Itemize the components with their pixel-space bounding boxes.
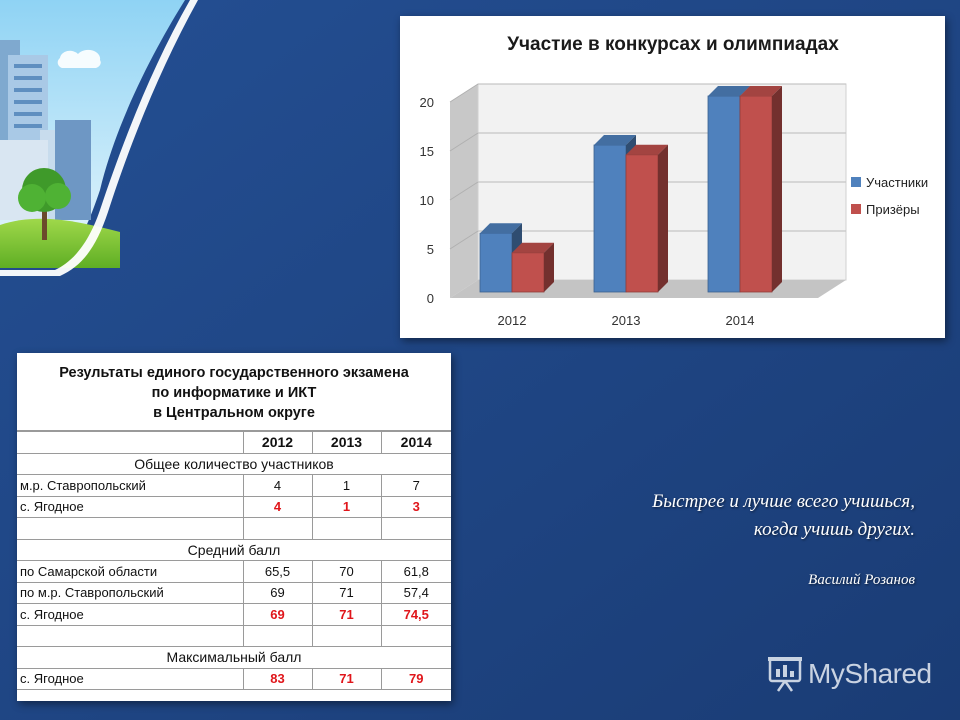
table-cell: 4 [243,475,312,497]
section-heading: Общее количество участников [17,453,451,475]
table-row [17,496,451,518]
chart-legend [851,175,928,217]
table-title-line: по информатике и ИКТ [151,385,317,401]
year-header: 2014 [381,432,451,454]
year-header: 2013 [312,432,381,454]
table-row [17,475,451,497]
empty-cell [243,625,312,647]
quote-line: Быстрее и лучше всего учишься, [652,491,915,512]
spacer-row [17,625,451,647]
table-cell: 71 [312,582,381,604]
y-tick-label: 10 [419,193,434,208]
table-cell: 1 [312,475,381,497]
table-cell-highlight: 71 [312,668,381,690]
x-tick-label: 2012 [497,313,527,328]
table-row [17,604,451,626]
table-cell: 61,8 [381,561,451,583]
bar-side [772,86,782,292]
y-tick-label: 0 [426,291,434,306]
results-grid [17,431,451,690]
row-label: по м.р. Ставропольский [17,582,243,604]
section-heading: Максимальный балл [17,647,451,669]
quote-author: Василий Розанов [808,572,915,588]
table-cell: 7 [381,475,451,497]
watermark-text: MyShared [808,658,932,689]
myshared-watermark[interactable] [768,654,932,694]
bar-Призёры-2012 [512,253,544,292]
table-cell-highlight: 69 [243,604,312,626]
bar-side [658,145,668,292]
table-header-row [17,432,451,454]
x-tick-label: 2014 [725,313,755,328]
empty-cell [381,518,451,540]
quote-line: когда учишь других. [753,519,915,540]
legend-label: Призёры [866,202,920,217]
empty-cell [381,625,451,647]
exam-results-table [17,353,451,701]
bar-chart [400,16,945,338]
section-heading-row [17,453,451,475]
y-tick-label: 20 [419,95,434,110]
empty-cell [312,518,381,540]
table-cell-highlight: 3 [381,496,451,518]
row-label: с. Ягодное [17,496,243,518]
header-blank-cell [17,432,243,454]
table-title [17,353,451,431]
section-heading-row [17,647,451,669]
table-cell: 57,4 [381,582,451,604]
table-cell: 69 [243,582,312,604]
table-cell-highlight: 1 [312,496,381,518]
table-cell-highlight: 4 [243,496,312,518]
bar-Призёры-2013 [626,155,658,292]
x-tick-label: 2013 [611,313,641,328]
legend-label: Участники [866,175,929,190]
row-label: с. Ягодное [17,668,243,690]
row-label: м.р. Ставропольский [17,475,243,497]
table-row [17,668,451,690]
empty-cell [17,518,243,540]
bar-Призёры-2014 [740,96,772,292]
row-label: по Самарской области [17,561,243,583]
section-heading: Средний балл [17,539,451,561]
participation-chart [400,16,945,338]
table-cell-highlight: 79 [381,668,451,690]
y-tick-label: 5 [426,242,434,257]
quote [652,488,915,544]
table-row [17,561,451,583]
table-cell: 65,5 [243,561,312,583]
table-title-line: в Центральном округе [153,405,315,421]
bar-Участники-2013 [594,145,626,292]
legend-swatch [851,204,861,214]
bar-Участники-2012 [480,233,512,292]
plot-area [420,84,846,328]
spacer-row [17,518,451,540]
year-header: 2012 [243,432,312,454]
legend-swatch [851,177,861,187]
section-heading-row [17,539,451,561]
empty-cell [312,625,381,647]
chart-title: Участие в конкурсах и олимпиадах [507,34,839,55]
table-row [17,582,451,604]
table-cell-highlight: 83 [243,668,312,690]
bar-Участники-2014 [708,96,740,292]
table-cell: 70 [312,561,381,583]
table-title-line: Результаты единого государственного экзамена [59,365,409,381]
presentation-board-icon [768,655,802,693]
table-cell-highlight: 71 [312,604,381,626]
y-tick-label: 15 [419,144,434,159]
empty-cell [243,518,312,540]
empty-cell [17,625,243,647]
row-label: с. Ягодное [17,604,243,626]
table-cell-highlight: 74,5 [381,604,451,626]
